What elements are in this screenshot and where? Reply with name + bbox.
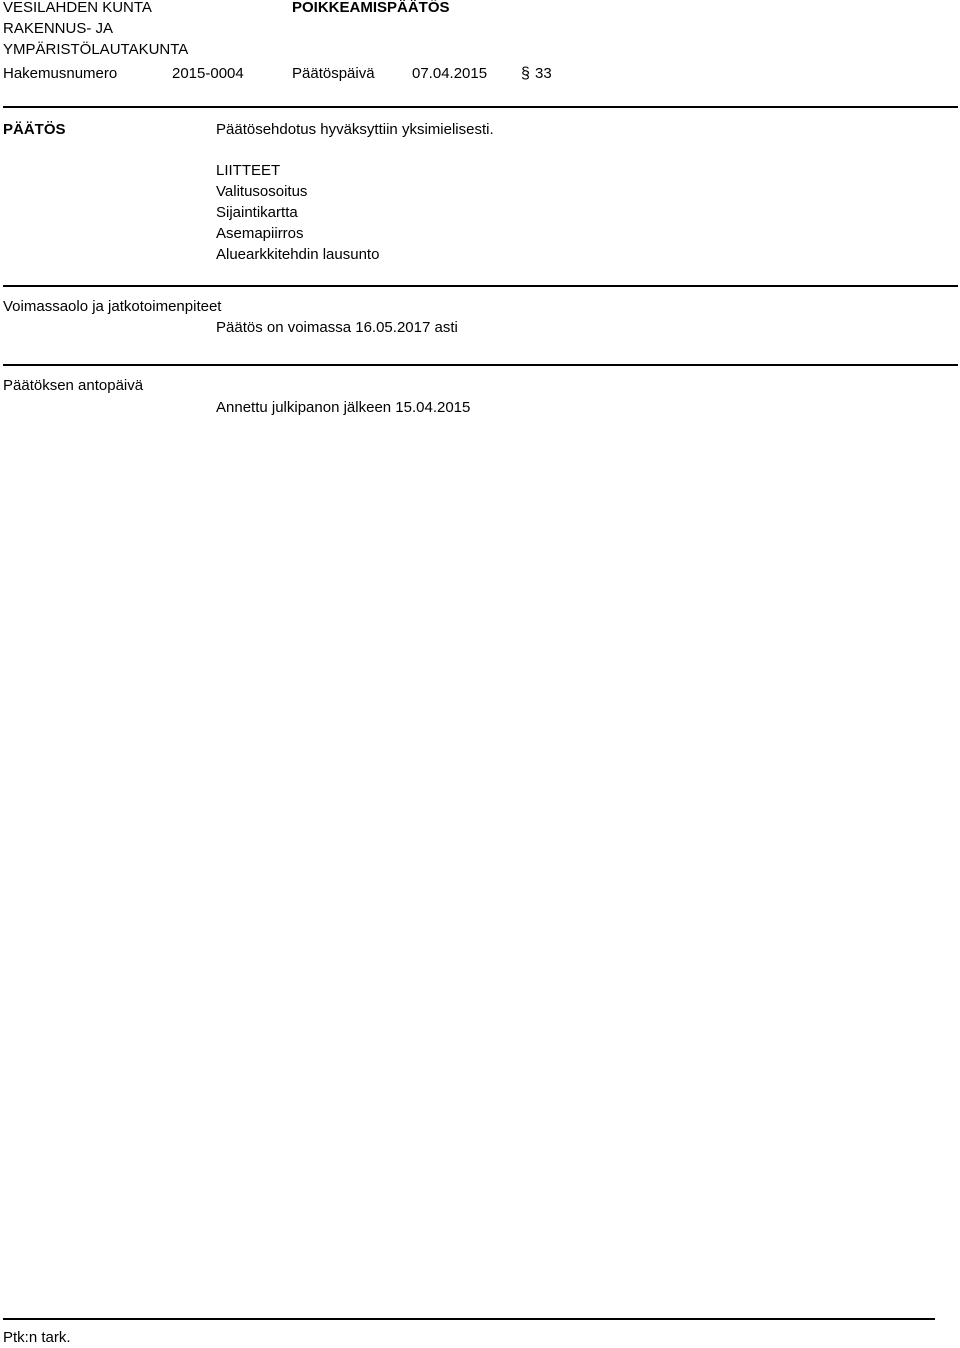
- decision-date: 07.04.2015: [412, 65, 488, 82]
- divider-decision: [3, 106, 958, 108]
- section-number: 33: [535, 65, 552, 82]
- issue-date-text: Annettu julkipanon jälkeen 15.04.2015: [216, 399, 471, 416]
- attachments-heading: LIITTEET: [216, 162, 281, 179]
- decision-text: Päätösehdotus hyväksyttiin yksimielisesti.: [216, 121, 494, 138]
- validity-label: Voimassaolo ja jatkotoimenpiteet: [3, 298, 222, 315]
- application-number-label: Hakemusnumero: [3, 65, 118, 82]
- validity-text: Päätös on voimassa 16.05.2017 asti: [216, 319, 458, 336]
- footer-divider: [3, 1318, 935, 1320]
- attachment-item: Sijaintikartta: [216, 204, 298, 221]
- divider-validity: [3, 285, 958, 287]
- divider-issue-date: [3, 364, 958, 366]
- attachment-item: Aluearkkitehdin lausunto: [216, 246, 380, 263]
- section-sign: §: [521, 65, 530, 82]
- document-type-title: POIKKEAMISPÄÄTÖS: [292, 0, 450, 16]
- application-number: 2015-0004: [172, 65, 244, 82]
- municipality-name: VESILAHDEN KUNTA: [3, 0, 152, 16]
- issue-date-label: Päätöksen antopäivä: [3, 377, 144, 394]
- minutes-checked-label: Ptk:n tark.: [3, 1329, 71, 1346]
- decision-heading: PÄÄTÖS: [3, 121, 66, 138]
- decision-date-label: Päätöspäivä: [292, 65, 375, 82]
- board-name-line1: RAKENNUS- JA: [3, 20, 114, 37]
- board-name-line2: YMPÄRISTÖLAUTAKUNTA: [3, 41, 189, 58]
- attachment-item: Asemapiirros: [216, 225, 304, 242]
- attachment-item: Valitusosoitus: [216, 183, 308, 200]
